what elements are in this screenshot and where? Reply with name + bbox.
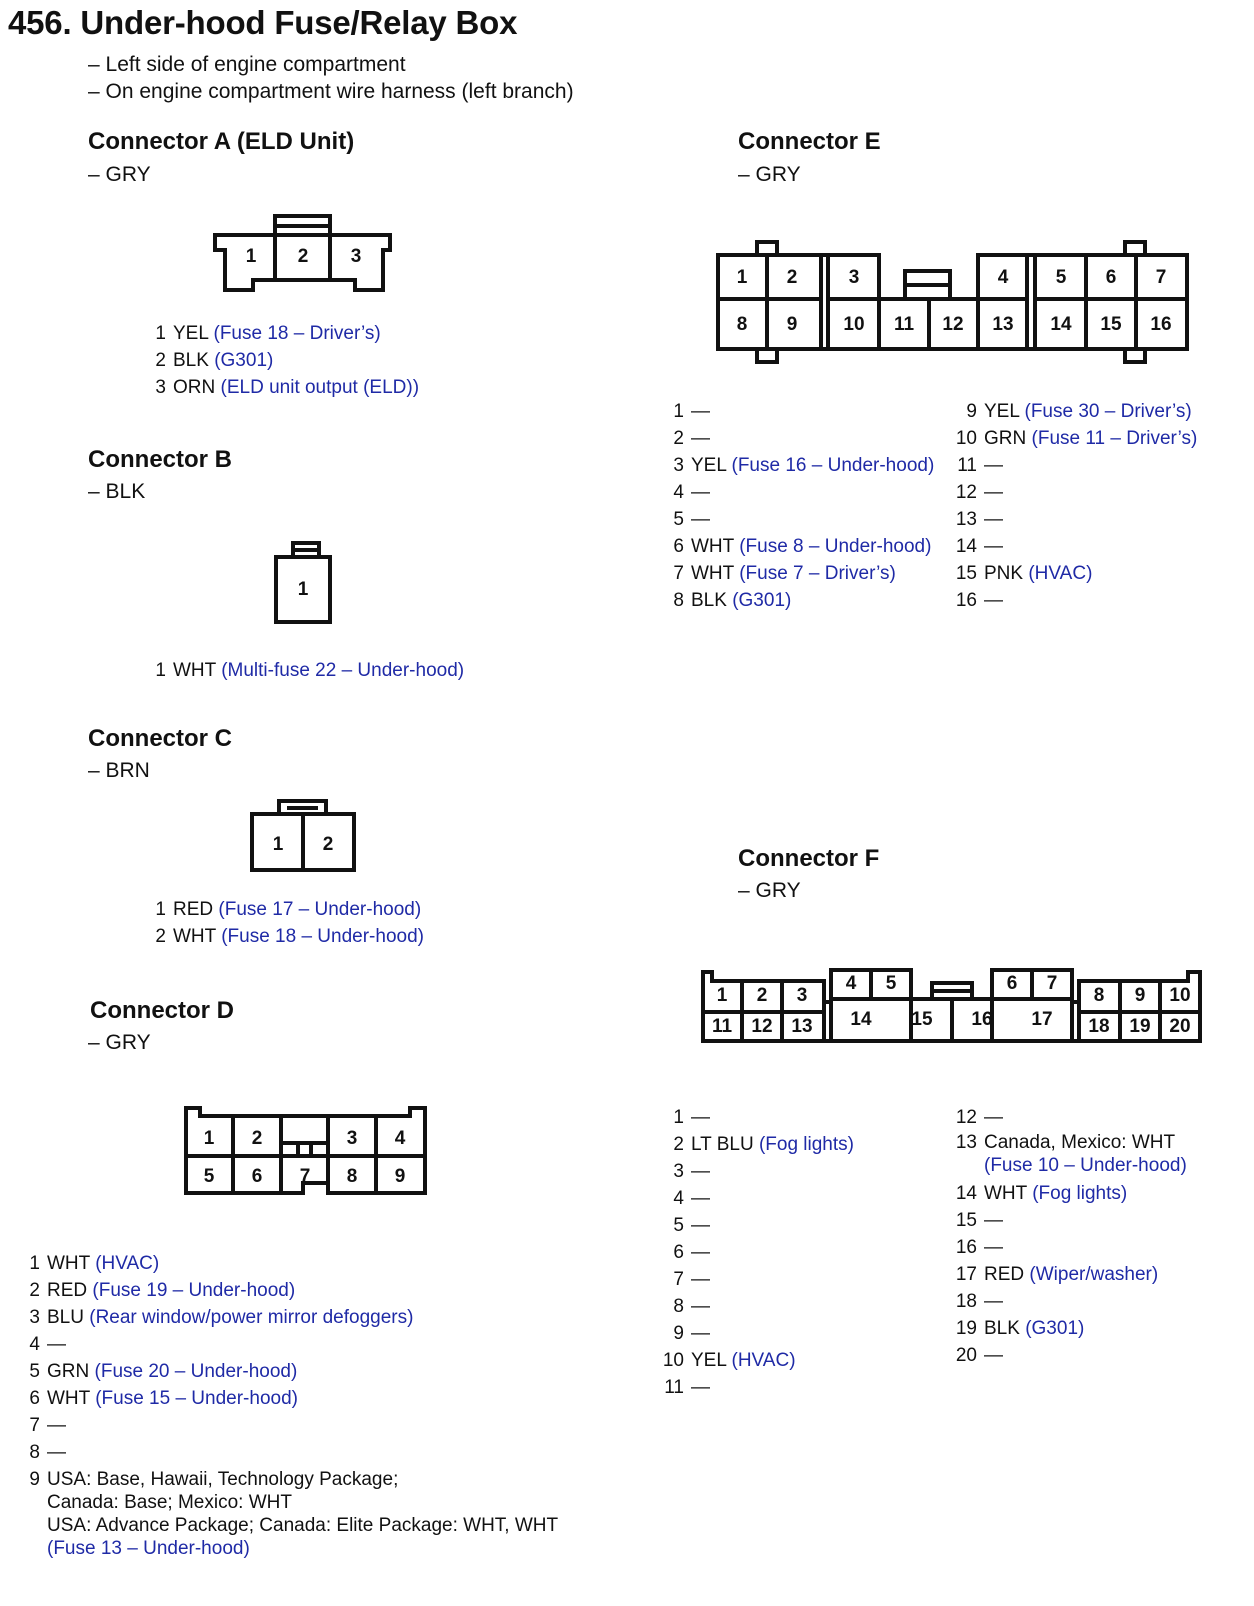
pin-row: 4 —: [673, 1188, 710, 1209]
connector-e-pin-list-right: [953, 398, 1197, 614]
cavity-label: 12: [942, 314, 964, 336]
pin-row: 2 WHT (Fuse 18 – Under-hood): [155, 926, 424, 947]
pin-row: 10 YEL (HVAC): [662, 1350, 796, 1371]
pin-row: 8 BLK (G301): [673, 590, 792, 611]
pin-row: 14 WHT (Fog lights): [955, 1183, 1128, 1204]
cavity-label: 17: [1031, 1009, 1053, 1031]
cavity-label: 8: [736, 314, 748, 336]
cavity-label: 1: [716, 985, 728, 1007]
pin-row: 2 BLK (G301): [155, 350, 274, 371]
cavity-label: 6: [251, 1166, 263, 1188]
cavity-label: 2: [756, 985, 768, 1007]
location-line: – On engine compartment wire harness (left branch): [88, 80, 574, 103]
pin-row: 6 WHT (Fuse 8 – Under-hood): [673, 536, 932, 557]
pin-row: 3 ORN (ELD unit output (ELD)): [155, 377, 420, 398]
connector-f-diagram: [698, 962, 1212, 1052]
connector-d-color: – GRY: [88, 1031, 151, 1054]
pin-row: 8 —: [29, 1442, 66, 1463]
location-line: – Left side of engine compartment: [88, 53, 406, 76]
pin-row-multiline: 13 Canada, Mexico: WHT (Fuse 10 – Under-hood): [955, 1132, 1187, 1176]
connector-f-pin-list-right: [953, 1104, 1187, 1369]
connector-e-latch-bottom-right: [1125, 349, 1145, 362]
cavity-label: 19: [1129, 1016, 1151, 1038]
pin-row: 20 —: [955, 1345, 1003, 1366]
pin-row: 7 WHT (Fuse 7 – Driver’s): [673, 563, 896, 584]
connector-e-latch-top-left: [757, 242, 777, 255]
connector-e-diagram: [715, 236, 1205, 366]
pin-row: 7 —: [29, 1415, 66, 1436]
pin-row: 9 YEL (Fuse 30 – Driver’s): [966, 401, 1192, 422]
pin-row: 15 PNK (HVAC): [955, 563, 1093, 584]
cavity-label: 4: [845, 973, 857, 995]
pin-row: 1 YEL (Fuse 18 – Driver’s): [155, 323, 381, 344]
cavity-label: 1: [736, 267, 748, 289]
cavity-label: 5: [885, 973, 897, 995]
cavity-label: 2: [786, 267, 798, 289]
pin-row: 3 YEL (Fuse 16 – Under-hood): [673, 455, 935, 476]
connector-c-diagram: [244, 792, 362, 874]
pin-row: 5 GRN (Fuse 20 – Under-hood): [29, 1361, 298, 1382]
cavity-label: 7: [1046, 973, 1058, 995]
pin-row: 11 —: [664, 1377, 710, 1398]
connector-a-pin-list: [150, 320, 419, 401]
cavity-label: 11: [711, 1016, 733, 1038]
cavity-label: 7: [299, 1166, 311, 1188]
connector-c-color: – BRN: [88, 759, 150, 782]
cavity-label: 13: [992, 314, 1014, 336]
pin-row: 12 —: [955, 1107, 1003, 1128]
connector-d-diagram: [178, 1100, 434, 1200]
cavity-label: 9: [1134, 985, 1146, 1007]
cavity-label: 1: [272, 834, 284, 856]
connector-e-block-left: [718, 255, 821, 349]
pin-row: 6 —: [673, 1242, 710, 1263]
pin-row: 2 LT BLU (Fog lights): [673, 1134, 854, 1155]
pin-row: 15 —: [955, 1210, 1003, 1231]
connector-e-color: – GRY: [738, 163, 801, 186]
pin-row: 9 —: [673, 1323, 710, 1344]
pin-row: 3 BLU (Rear window/power mirror defoggers): [29, 1307, 414, 1328]
cavity-label: 6: [1006, 973, 1018, 995]
connector-c-pin-list: [150, 896, 424, 950]
cavity-label: 5: [1055, 267, 1067, 289]
cavity-label: 3: [796, 985, 808, 1007]
pin-row: 2 RED (Fuse 19 – Under-hood): [29, 1280, 296, 1301]
cavity-label: 4: [394, 1128, 406, 1150]
cavity-label: 1: [297, 579, 309, 601]
cavity-label: 20: [1169, 1016, 1191, 1038]
connector-d-title: Connector D: [90, 997, 234, 1024]
pin-row: 12 —: [955, 482, 1003, 503]
pin-row: 6 WHT (Fuse 15 – Under-hood): [29, 1388, 298, 1409]
pin-row: 1 RED (Fuse 17 – Under-hood): [155, 899, 422, 920]
cavity-label: 4: [997, 267, 1009, 289]
connector-a-diagram: [205, 205, 405, 300]
pin-row: 19 BLK (G301): [955, 1318, 1085, 1339]
cavity-label: 18: [1088, 1016, 1110, 1038]
cavity-label: 9: [394, 1166, 406, 1188]
cavity-label: 16: [1150, 314, 1172, 336]
cavity-label: 15: [911, 1009, 933, 1031]
connector-f-title: Connector F: [738, 845, 880, 872]
pin-row: 13 —: [955, 509, 1003, 530]
connector-e-pin-list-left: [670, 398, 934, 614]
pin-row: 16 —: [955, 1237, 1003, 1258]
cavity-label: 12: [751, 1016, 773, 1038]
pin-row: 1 WHT (HVAC): [29, 1253, 160, 1274]
cavity-label: 1: [245, 246, 257, 268]
connector-f-pin-list-left: [660, 1104, 854, 1401]
pin-row: 5 —: [673, 1215, 710, 1236]
connector-e-latch-top-right: [1125, 242, 1145, 255]
cavity-label: 3: [350, 246, 362, 268]
pin-row-multiline: 9 USA: Base, Hawaii, Technology Package; Canada: Base; Mexico: WHT USA: Advance Package; Canada: Elite Package: WHT, WHT (Fuse 13 – Under-hood): [29, 1469, 559, 1559]
connector-e-title: Connector E: [738, 128, 881, 155]
cavity-label: 13: [791, 1016, 813, 1038]
connector-b-title: Connector B: [88, 446, 232, 473]
pin-row: 16 —: [955, 590, 1003, 611]
connector-d-pin-list: [24, 1250, 558, 1560]
cavity-label: 16: [971, 1009, 993, 1031]
pin-row: 14 —: [955, 536, 1003, 557]
pin-row: 8 —: [673, 1296, 710, 1317]
cavity-label: 2: [297, 246, 309, 268]
cavity-label: 7: [1155, 267, 1167, 289]
cavity-label: 2: [251, 1128, 263, 1150]
cavity-label: 6: [1105, 267, 1117, 289]
pin-row: 2 —: [673, 428, 710, 449]
connector-e-latch-bottom-left: [757, 349, 777, 362]
cavity-label: 1: [203, 1128, 215, 1150]
connector-a-title: Connector A (ELD Unit): [88, 128, 355, 155]
cavity-label: 10: [843, 314, 865, 336]
cavity-label: 8: [346, 1166, 358, 1188]
pin-row: 4 —: [29, 1334, 66, 1355]
pin-row: 1 —: [673, 401, 710, 422]
pin-row: 17 RED (Wiper/washer): [955, 1264, 1159, 1285]
pin-row: 1 —: [673, 1107, 710, 1128]
connector-a-color: – GRY: [88, 163, 151, 186]
cavity-label: 5: [203, 1166, 215, 1188]
connector-f-color: – GRY: [738, 879, 801, 902]
pin-row: 18 —: [955, 1291, 1003, 1312]
cavity-label: 11: [893, 314, 915, 336]
pin-row: 1 WHT (Multi-fuse 22 – Under-hood): [155, 660, 465, 681]
connector-c-title: Connector C: [88, 725, 232, 752]
cavity-label: 9: [786, 314, 798, 336]
page-title: 456. Under-hood Fuse/Relay Box: [8, 4, 518, 41]
pin-row: 5 —: [673, 509, 710, 530]
cavity-label: 3: [848, 267, 860, 289]
pin-row: 10 GRN (Fuse 11 – Driver’s): [955, 428, 1198, 449]
cavity-label: 14: [1050, 314, 1072, 336]
connector-b-pin-list: [150, 657, 464, 684]
cavity-label: 14: [850, 1009, 872, 1031]
connector-b-color: – BLK: [88, 480, 146, 503]
cavity-label: 3: [346, 1128, 358, 1150]
pin-row: 7 —: [673, 1269, 710, 1290]
pin-row: 11 —: [957, 455, 1003, 476]
cavity-label: 15: [1100, 314, 1122, 336]
cavity-label: 10: [1169, 985, 1191, 1007]
cavity-label: 2: [322, 834, 334, 856]
connector-b-diagram: [268, 535, 340, 630]
location-text: [88, 51, 574, 105]
pin-row: 3 —: [673, 1161, 710, 1182]
cavity-label: 8: [1093, 985, 1105, 1007]
pin-row: 4 —: [673, 482, 710, 503]
